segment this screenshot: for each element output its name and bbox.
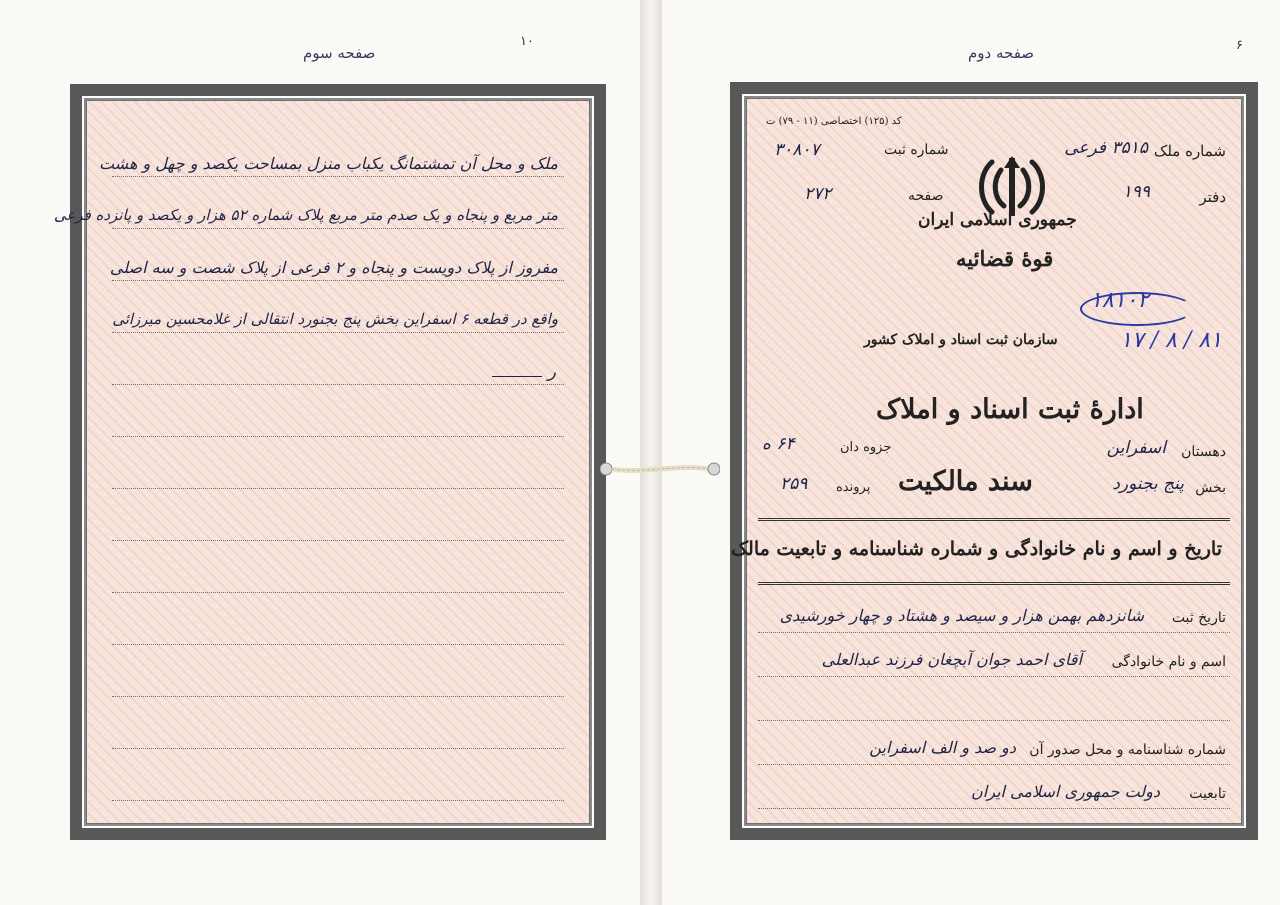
parvande-label: پرونده [836,480,871,495]
closing-line [492,376,542,377]
daftar-value: ۱۹۹ [1122,182,1150,202]
parvande-value: ۲۵۹ [780,474,808,494]
melk-number-value: ۳۵۱۵ فرعی [1064,138,1148,158]
republic-title: جمهوری اسلامی ایران [918,210,1077,230]
dehestan-label: دهستان [1181,444,1226,460]
id-value: دو صد و الف اسفراین [869,738,1016,757]
joze-label: جزوه دان [840,440,892,455]
name-value: آقای احمد جوان آبچغان فرزند عبدالعلی [821,650,1082,669]
handwritten-line-3: مفروز از پلاک دویست و پنجاه و ۲ فرعی از پلاک شصت و سه اصلی [109,258,558,277]
left-page-number: ۱۰ [520,34,534,49]
deed-title: سند مالکیت [898,466,1033,497]
section-heading: تاریخ و اسم و نام خانوادگی و شماره شناسنامه و تابعیت مالک [731,538,1222,560]
left-guilloche-frame [53,84,606,840]
nationality-value: دولت جمهوری اسلامی ایران [971,782,1160,801]
right-guilloche-frame [730,82,1258,840]
binding-string [600,462,720,476]
deed-content [731,110,1230,812]
dehestan-value: اسفراین [1106,438,1166,458]
date-value: شانزدهم بهمن هزار و سیصد و هشتاد و چهار خورشیدی [779,606,1144,625]
stamp-number-1: ۱۸۱۰۲ [1090,288,1150,313]
joze-value: ۶۴ ه [762,434,795,454]
id-label: شماره شناسنامه و محل صدور آن [1029,742,1226,758]
section-divider-top [758,518,1230,521]
bakhsh-label: بخش [1195,480,1226,496]
right-page-number: ۶ [1236,38,1243,53]
safhe-value: ۲۷۲ [804,184,832,204]
left-ruled-area [53,136,564,798]
melk-number-label: شماره ملک [1153,142,1226,160]
organization-name: سازمان ثبت اسناد و املاک کشور [864,332,1058,348]
bakhsh-value: پنج بجنورد [1112,474,1184,494]
sabt-number-value: ۳۰۸۰۷ [774,140,820,160]
right-page [662,0,1280,905]
handwritten-line-4: واقع در قطعه ۶ اسفراین بخش پنج بجنورد انتقالی از غلامحسین میرزائی [112,310,558,328]
safhe-label: صفحه [908,188,944,204]
right-page-header: صفحه دوم [968,44,1035,62]
handwritten-line-1: ملک و محل آن تمشتمانگ یکباب منزل بمساحت یکصد و چهل و هشت [98,154,558,173]
name-label: اسم و نام خانوادگی [1111,654,1226,670]
section-divider-bottom [758,582,1230,585]
stamp-circle [1080,292,1194,326]
office-title: ادارهٔ ثبت اسناد و املاک [876,394,1144,425]
handwritten-line-5: ر [547,362,556,382]
judiciary-title: قوهٔ قضائیه [956,246,1054,271]
daftar-label: دفتر [1199,188,1226,206]
stamp-date: ۱۷ / ۸ / ۸۱ [1120,328,1222,353]
left-page-header: صفحه سوم [303,44,376,62]
book-gutter [640,0,662,905]
handwritten-line-2: متر مربع و پنجاه و یک صدم متر مربع پلاک شماره ۵۲ هزار و یکصد و پانزده فرعی [53,206,558,224]
nationality-label: تابعیت [1189,786,1226,802]
code-line: کد (۱۲۵) اختصاصی (۱۱ - ۷۹) ت [766,116,902,127]
date-label: تاریخ ثبت [1171,610,1226,626]
sabt-number-label: شماره ثبت [884,142,949,158]
